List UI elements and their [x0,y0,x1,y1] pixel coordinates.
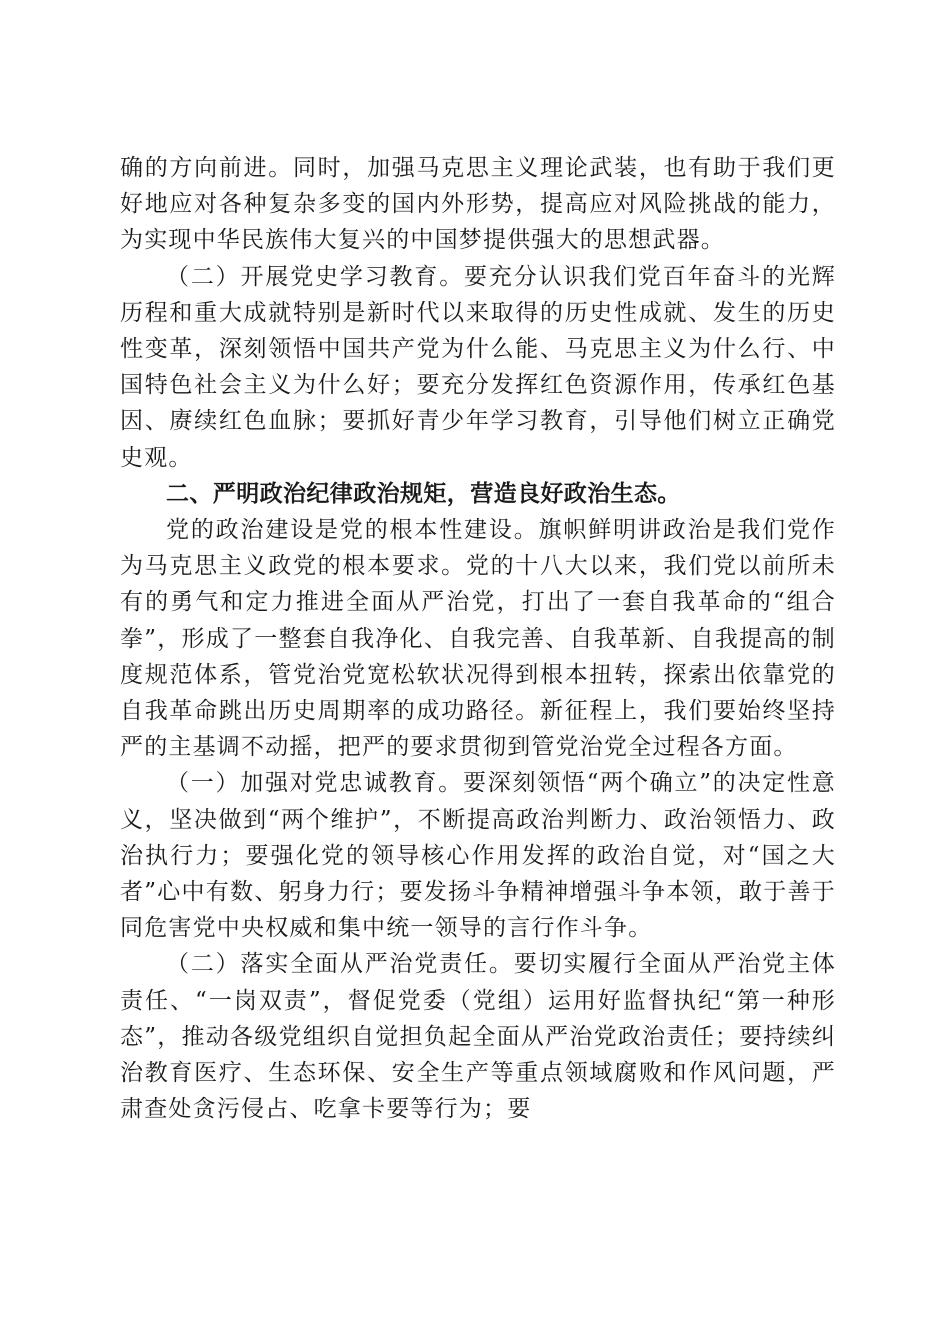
section-heading-political-discipline: 二、严明政治纪律政治规矩，营造良好政治生态。 [166,480,681,507]
paragraph-continuation: 确的方向前进。同时，加强马克思主义理论武装，也有助于我们更好地应对各种复杂多变的国内外形势，提高应对风险挑战的能力，为实现中华民族伟大复兴的中国梦提供强大的思想武器。 [120,155,836,254]
paragraph-strict-governance-responsibility: （二）落实全面从严治党责任。要切实履行全面从严治党主体责任、“一岗双责”，督促党委（党组）运用好监督执纪“第一种形态”，推动各级党组织自觉担负起全面从严治党政治责任；要持续纠治教育医疗、生态环保、安全生产等重点领域腐败和作风问题，严肃查处贪污侵占、吃拿卡要等行为；要 [120,951,836,1123]
document-body [120,150,836,1127]
paragraph-party-history-education: （二）开展党史学习教育。要充分认识我们党百年奋斗的光辉历程和重大成就特别是新时代以来取得的历史性成就、发生的历史性变革，深刻领悟中国共产党为什么能、马克思主义为什么行、中国特色社会主义为什么好；要充分发挥红色资源作用，传承红色基因、赓续红色血脉；要抓好青少年学习教育，引导他们树立正确党史观。 [120,263,836,471]
paragraph-loyalty-education: （一）加强对党忠诚教育。要深刻领悟“两个确立”的决定性意义，坚决做到“两个维护”，不断提高政治判断力、政治领悟力、政治执行力；要强化党的领导核心作用发挥的政治自觉，对“国之大者”心中有数、躬身力行；要发扬斗争精神增强斗争本领，敢于善于同危害党中央权威和集中统一领导的言行作斗争。 [120,770,836,942]
paragraph-party-political-building: 党的政治建设是党的根本性建设。旗帜鲜明讲政治是我们党作为马克思主义政党的根本要求。党的十八大以来，我们党以前所未有的勇气和定力推进全面从严治党，打出了一套自我革命的“组合拳”，形成了一整套自我净化、自我完善、自我革新、自我提高的制度规范体系，管党治党宽松软状况得到根本扭转，探索出依靠党的自我革命跳出历史周期率的成功路径。新征程上，我们要始终坚持严的主基调不动摇，把严的要求贯彻到管党治党全过程各方面。 [120,517,836,761]
